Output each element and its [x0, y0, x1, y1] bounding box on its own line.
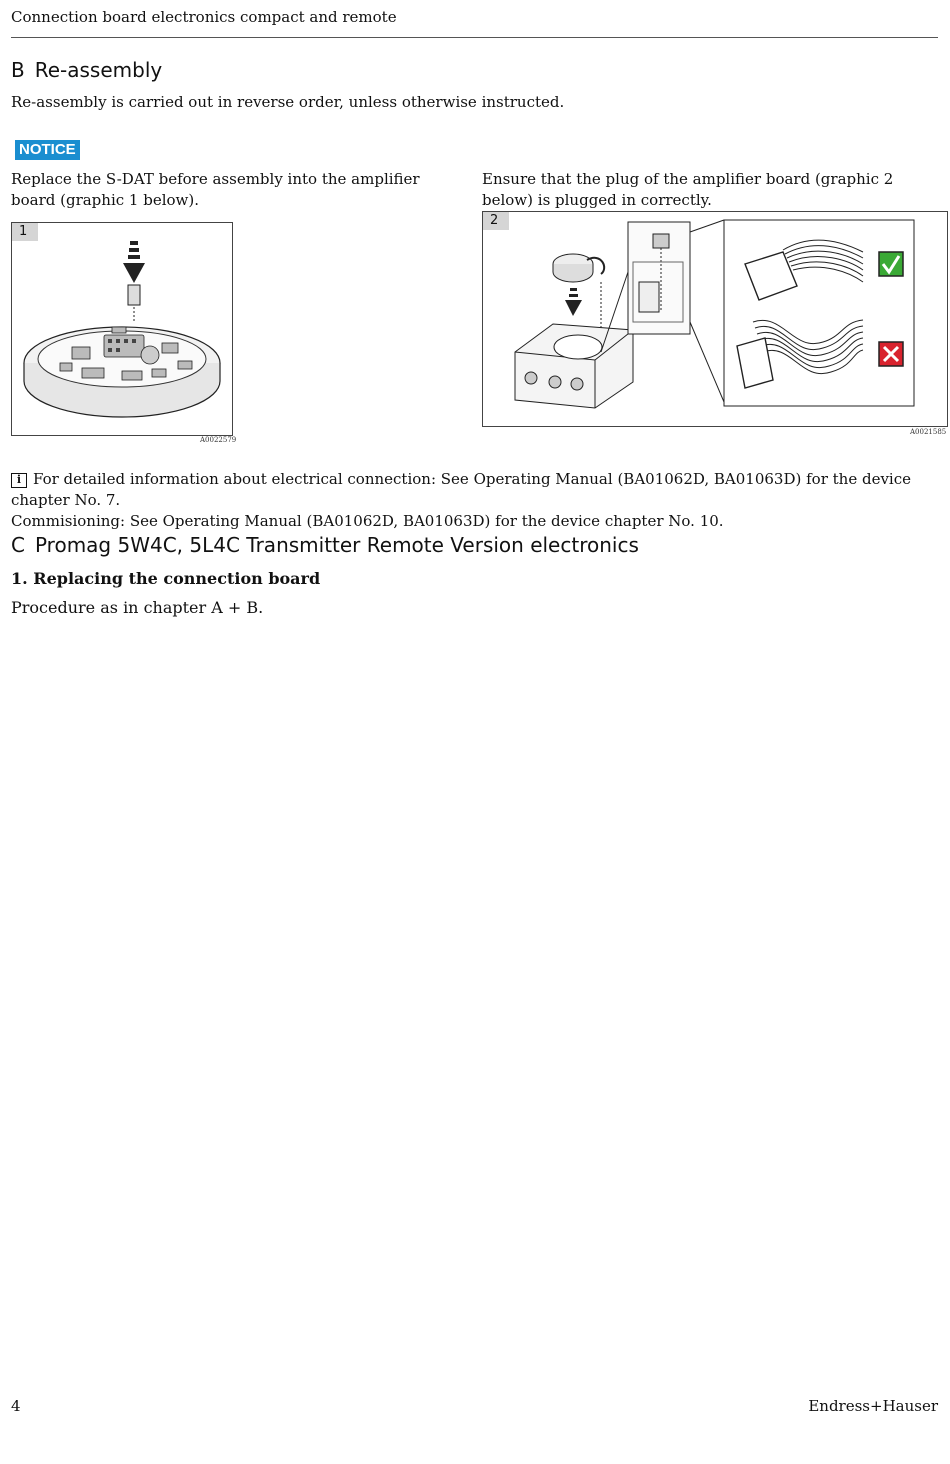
info-paragraph	[11, 469, 941, 532]
figure-1	[11, 222, 233, 436]
brand-name: Endress+Hauser	[808, 1397, 938, 1415]
section-c-subheading: 1. Replacing the connection board	[11, 569, 321, 588]
sdat-assembly-illustration	[12, 223, 232, 435]
page-number: 4	[11, 1397, 21, 1415]
header-rule	[11, 37, 938, 38]
section-b-heading	[11, 58, 162, 82]
section-b-title: Re-assembly	[34, 58, 163, 82]
plug-check-illustration	[483, 212, 947, 426]
section-c-text: Procedure as in chapter A + B.	[11, 598, 264, 617]
figure-2-number: 2	[483, 212, 509, 230]
running-header: Connection board electronics compact and remote	[11, 8, 397, 26]
section-c-heading	[11, 533, 639, 557]
section-c-title: Promag 5W4C, 5L4C Transmitter Remote Version electronics	[34, 533, 639, 557]
info-icon: i	[11, 473, 27, 488]
left-instruction: Replace the S-DAT before assembly into the amplifier board (graphic 1 below).	[11, 170, 420, 209]
section-b-letter: B	[11, 58, 25, 82]
figure-1-code: A0022579	[200, 436, 237, 444]
right-instruction: Ensure that the plug of the amplifier board (graphic 2 below) is plugged in correctly.	[482, 170, 894, 209]
figure-1-number: 1	[12, 223, 38, 241]
figure-2	[482, 211, 948, 427]
figure-2-code: A0021585	[910, 428, 947, 436]
cross-icon	[879, 342, 903, 366]
section-b-intro: Re-assembly is carried out in reverse order, unless otherwise instructed.	[11, 93, 565, 111]
section-c-letter: C	[11, 533, 25, 557]
info-line-1: For detailed information about electrical connection: See Operating Manual (BA01062D, BA01063D) for the device chapter No. 7.	[11, 470, 911, 509]
info-line-2: Commisioning: See Operating Manual (BA01062D, BA01063D) for the device chapter No. 10.	[11, 512, 724, 530]
notice-badge: NOTICE	[15, 140, 80, 160]
check-icon	[879, 252, 903, 276]
